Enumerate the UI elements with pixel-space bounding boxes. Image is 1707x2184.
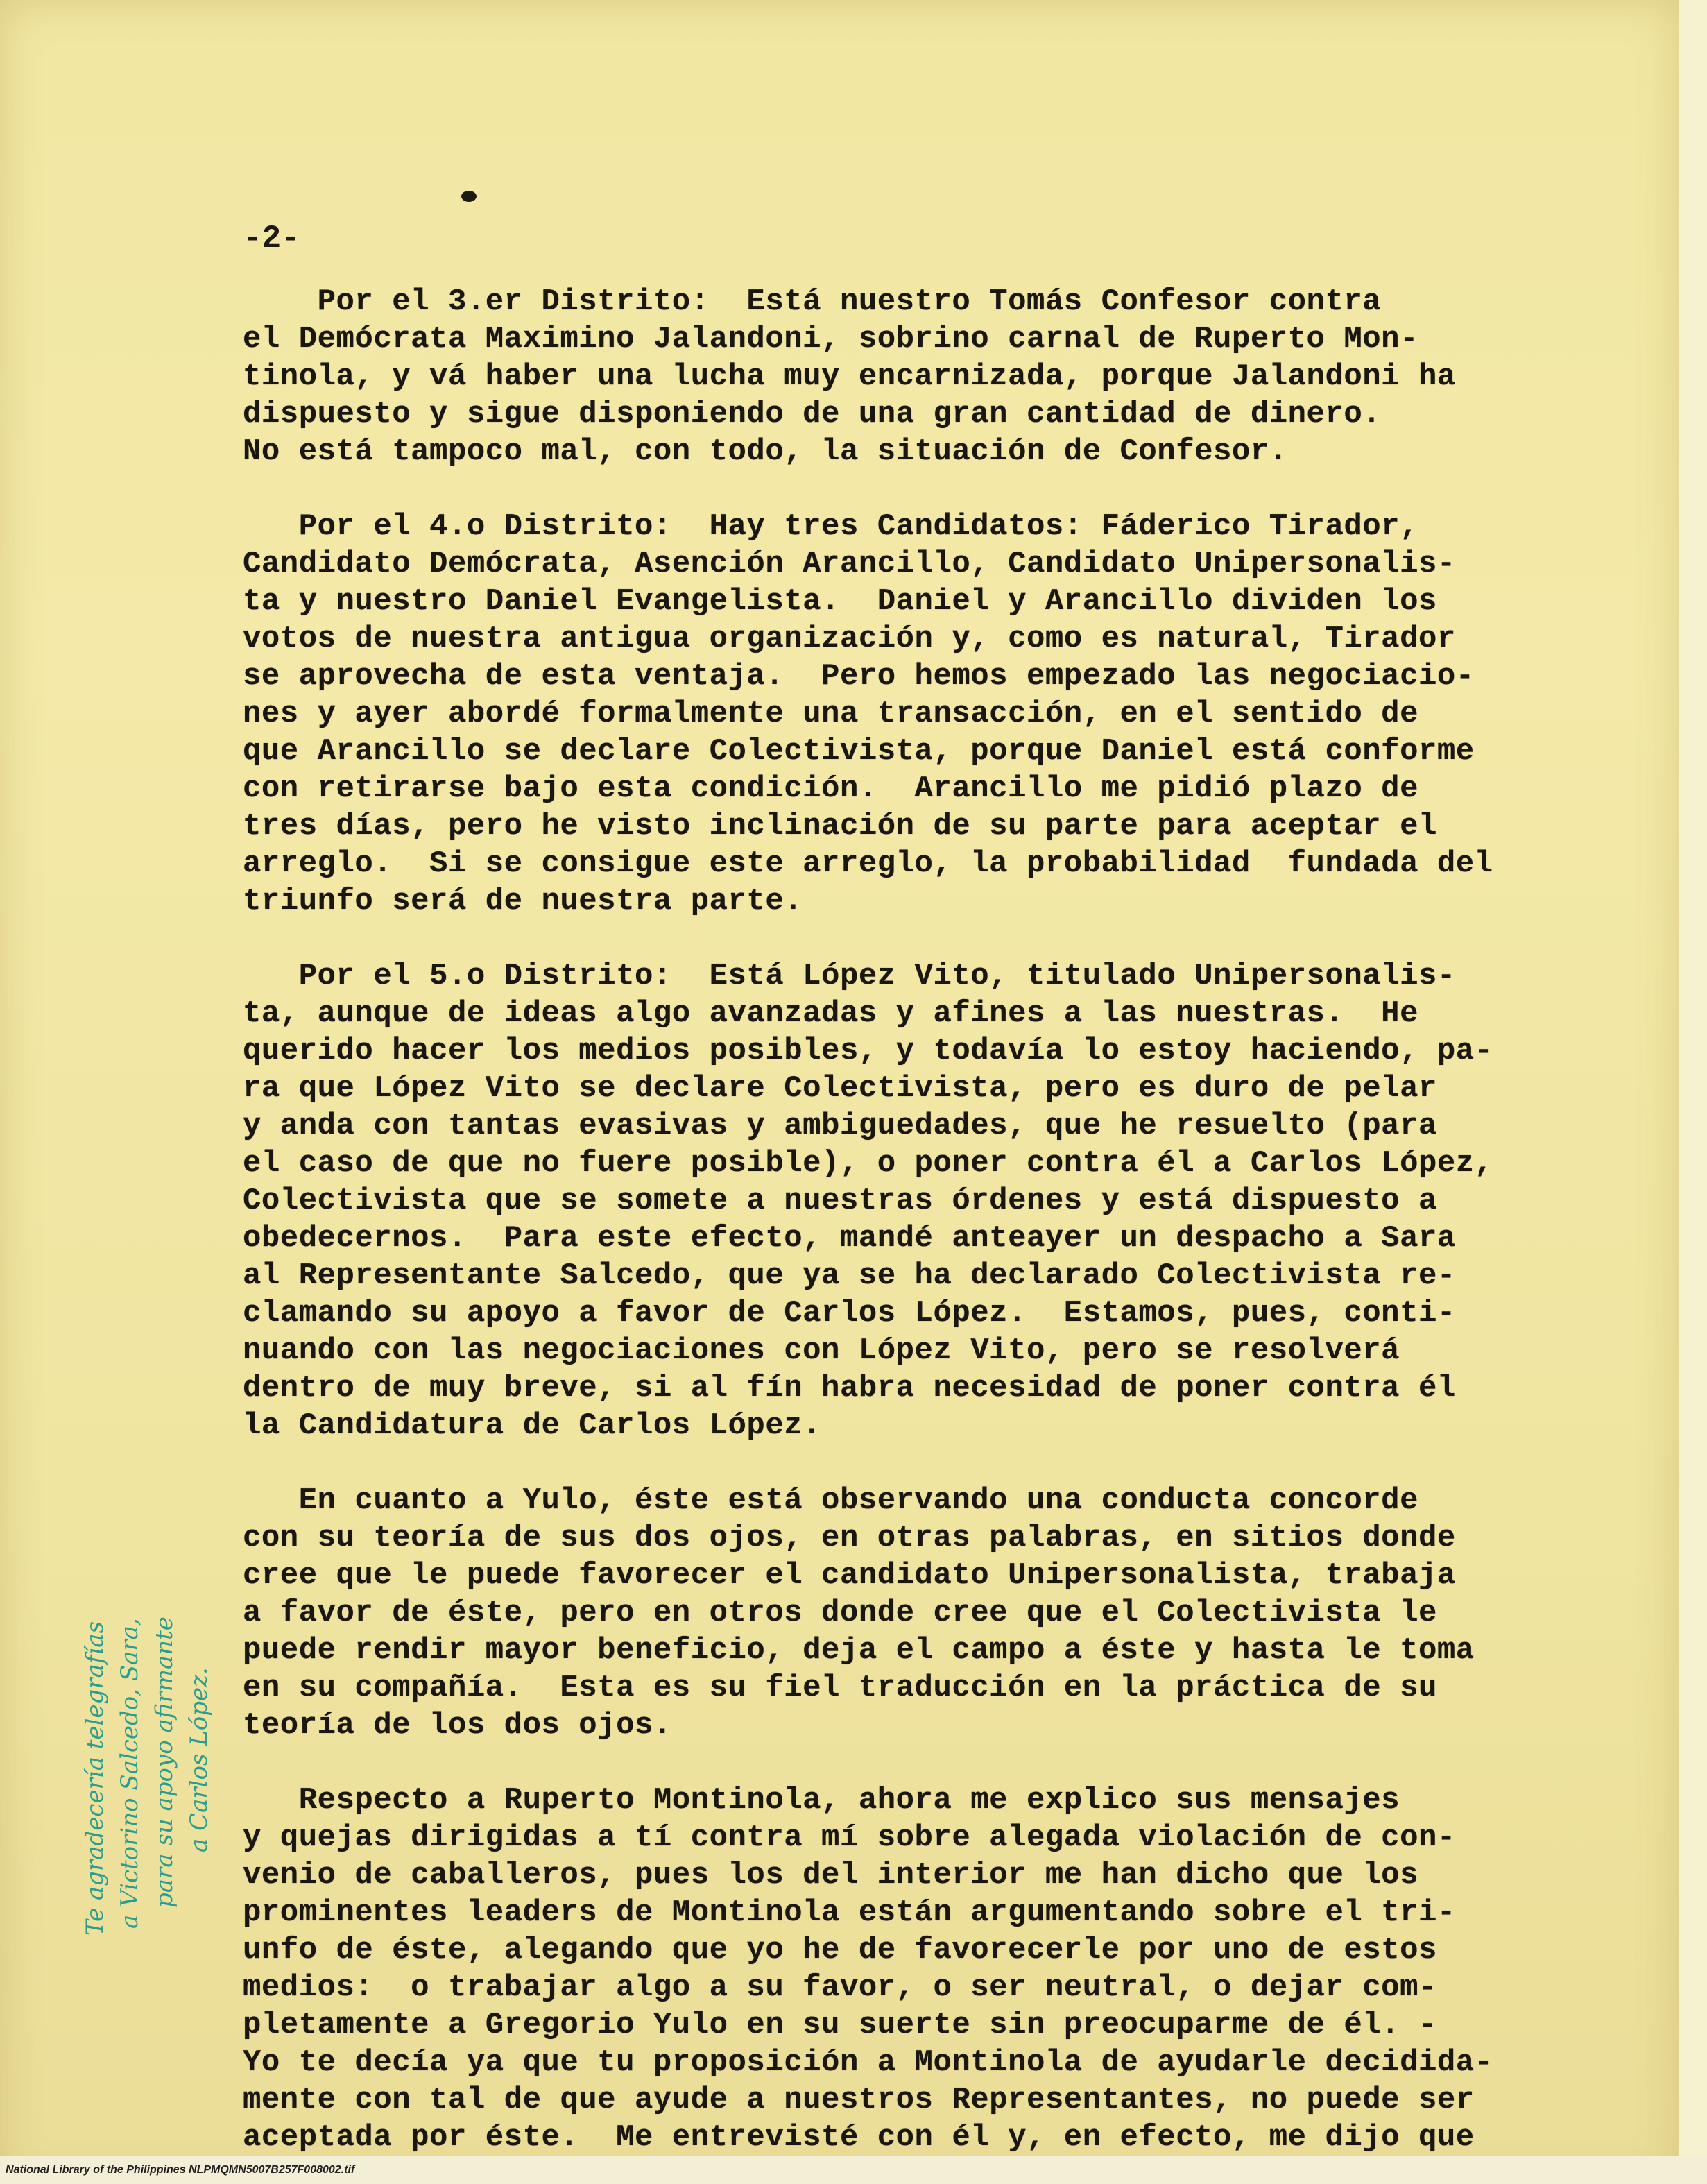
margin-note-line-4: a Carlos López. (185, 1667, 213, 1852)
paragraph-yulo: En cuanto a Yulo, éste está observando una conducta concorde con su teoría de sus dos ojos, en otras palabras, en sitios donde cree que le puede favorecer el candidato Unipersonalista, trabaja a favor de éste, pero en otros donde cree que el Colectivista le puede rendir mayor beneficio, deja el campo a éste y hasta le toma en su compañía. Esta es su fiel traducción en la práctica de su teoría de los dos ojos. (243, 1483, 1475, 1743)
page-number: -2- (243, 221, 300, 257)
handwritten-margin-note (75, 923, 221, 1950)
paragraph-district-4: Por el 4.o Distrito: Hay tres Candidatos: Fáderico Tirador, Candidato Demócrata, Asención Arancillo, Candidato Unipersonalis- ta y nuestro Daniel Evangelista. Daniel y Arancillo dividen los votos de nuestra antigua organización y, como es natural, Tirador se aprovecha de esta ventaja. Pero hemos empezado las negociacio- nes y ayer abordé formalmente una transacción, en el sentido de que Arancillo se declare Colectivista, porque Daniel está conforme con retirarse bajo esta condición. Arancillo me pidió plazo de tres días, pero he visto inclinación de su parte para aceptar el arreglo. Si se consigue este arreglo, la probabilidad fundada del triunfo será de nuestra parte. (243, 509, 1493, 919)
margin-note-line-1: Te agradecería telegrafías (81, 1621, 109, 1936)
scan-edge (1679, 0, 1707, 2184)
letter-body (243, 283, 1665, 2156)
paragraph-montinola: Respecto a Ruperto Montinola, ahora me explico sus mensajes y quejas dirigidas a tí contra mí sobre alegada violación de con- venio de caballeros, pues los del interior me han dicho que los prominentes leaders de Montinola están argumentando sobre el tri- unfo de éste, alegando que yo he de favorecerle por uno de estos medios: o trabajar algo a su favor, o ser neutral, o dejar com- pletamente a Gregorio Yulo en su suerte sin preocuparme de él. - Yo te decía ya que tu proposición a Montinola de ayudarle decidida- mente con tal de que ayude a nuestros Representantes, no puede ser aceptada por éste. Me entrevisté con él y, en efecto, me dijo que (243, 1783, 1493, 2155)
paragraph-district-3: Por el 3.er Distrito: Está nuestro Tomás Confesor contra el Demócrata Maximino Jalandoni, sobrino carnal de Ruperto Mon- tinola, y vá haber una lucha muy encarnizada, porque Jalandoni ha dispuesto y sigue disponiendo de una gran cantidad de dinero. No está tampoco mal, con todo, la situación de Confesor. (243, 284, 1456, 469)
archive-stamp: National Library of the Philippines NLPMQMN5007B257F008002.tif (0, 2156, 1707, 2184)
paragraph-district-5: Por el 5.o Distrito: Está López Vito, titulado Unipersonalis- ta, aunque de ideas algo avanzadas y afines a las nuestras. He querido hacer los medios posibles, y todavía lo estoy haciendo, pa- ra que López Vito se declare Colectivista, pero es duro de pelar y anda con tantas evasivas y ambiguedades, que he resuelto (para el caso de que no fuere posible), o poner contra él a Carlos López, Colectivista que se somete a nuestras órdenes y está dispuesto a obedecernos. Para este efecto, mandé anteayer un despacho a Sara al Representante Salcedo, que ya se ha declarado Colectivista re- clamando su apoyo a favor de Carlos López. Estamos, pues, conti- nuando con las negociaciones con López Vito, pero se resolverá dentro de muy breve, si al fín habra necesidad de poner contra él la Candidatura de Carlos López. (243, 959, 1493, 1443)
ink-spot (461, 191, 477, 202)
margin-note-line-3: para su apoyo afirmante (151, 1616, 178, 1908)
margin-note-line-2: a Victorino Salcedo, Sara, (116, 1618, 144, 1929)
